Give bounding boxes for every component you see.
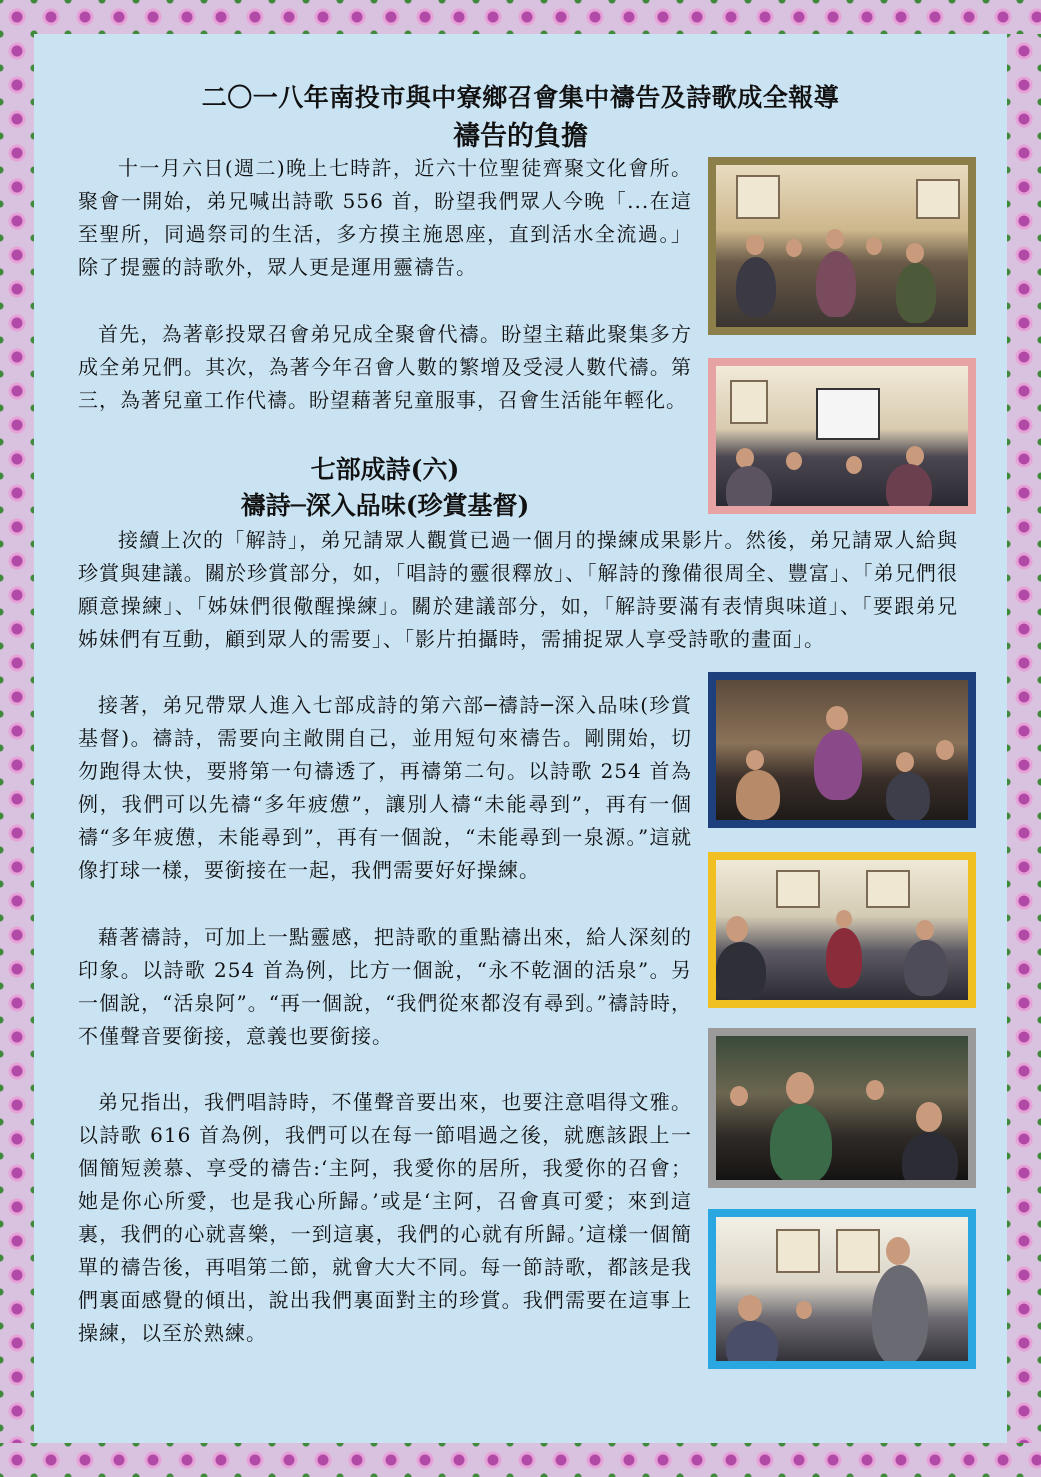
paragraph-pray-hymn: 接著，弟兄帶眾人進入七部成詩的第六部─禱詩─深入品味(珍賞基督)。禱詩，需要向主敞開自己，並用短句來禱告。剛開始，切勿跑得太快，要將第一句禱透了，再禱第二句。以詩歌 254 首為例，我們可以先禱“多年疲憊”，讓別人禱“未能尋到”，再有一個禱“多年疲憊，未能尋到”，再有一個說，“未能尋到一泉源。”這就像打球一樣，要銜接在一起，我們需要好好操練。 [78, 693, 692, 882]
paragraph-review: 接續上次的「解詩」，弟兄請眾人觀賞已過一個月的操練成果影片。然後，弟兄請眾人給與珍賞與建議。關於珍賞部分，如，「唱詩的靈很釋放」、「解詩的豫備很周全、豐富」、「弟兄們很願意操練」、「姊妹們很儆醒操練」。關於建議部分，如，「解詩要滿有表情與味道」、「要跟弟兄姊妹們有互動，顧到眾人的需要」、「影片拍攝時，需捕捉眾人享受詩歌的畫面」。 [78, 528, 958, 651]
paragraph-inspiration: 藉著禱詩，可加上一點靈感，把詩歌的重點禱出來，給人深刻的印象。以詩歌 254 首為例，比方一個說，“永不乾涸的活泉”。另一個說，“活泉阿”。“再一個說，“我們從來都沒有尋到。”禱詩時，不僅聲音要銜接，意義也要銜接。 [78, 925, 692, 1048]
rose-border-bottom [0, 1443, 1041, 1477]
paragraph-singing: 弟兄指出，我們唱詩時，不僅聲音要出來，也要注意唱得文雅。以詩歌 616 首為例，我們可以在每一節唱過之後，就應該跟上一個簡短羨慕、享受的禱告:‘主阿，我愛你的居所，我愛你的召會；她是你心所愛，也是我心所歸。’或是‘主阿，召會真可愛；來到這裏，我們的心就喜樂，一到這裏，我們的心就有所歸。’這樣一個簡單的禱告後，再唱第二節，就會大大不同。每一節詩歌，都該是我們裏面感覺的傾出，說出我們裏面對主的珍賞。我們需要在這事上操練，以至於熟練。 [78, 1090, 692, 1345]
meeting-photo-1 [708, 157, 976, 335]
paragraph-burden: 首先，為著彰投眾召會弟兄成全聚會代禱。盼望主藉此聚集多方成全弟兄們。其次，為著今年召會人數的繁增及受浸人數代禱。第三，為著兒童工作代禱。盼望藉著兒童服事，召會生活能年輕化。 [78, 322, 692, 412]
meeting-photo-2 [708, 358, 976, 514]
section-title: 七部成詩(六) [310, 455, 460, 484]
paragraph-intro: 十一月六日(週二)晚上七時許，近六十位聖徒齊聚文化會所。聚會一開始，弟兄喊出詩歌 556 首，盼望我們眾人今晚「...在這至聖所，同過祭司的生活，多方摸主施恩座，直到活水全流過。」除了提靈的詩歌外，眾人更是運用靈禱告。 [78, 156, 692, 279]
rose-border-right [1007, 34, 1041, 1443]
meeting-photo-4 [708, 852, 976, 1008]
page-title: 二〇一八年南投市與中寮鄉召會集中禱告及詩歌成全報導 [201, 83, 840, 112]
meeting-photo-5 [708, 1028, 976, 1188]
meeting-photo-3 [708, 672, 976, 828]
meeting-photo-6 [708, 1209, 976, 1369]
page-subtitle: 禱告的負擔 [453, 121, 588, 152]
rose-border-top [0, 0, 1041, 34]
rose-border-left [0, 34, 34, 1443]
newsletter-page [34, 34, 1007, 1443]
section-subtitle: 禱詩─深入品味(珍賞基督) [240, 491, 530, 520]
